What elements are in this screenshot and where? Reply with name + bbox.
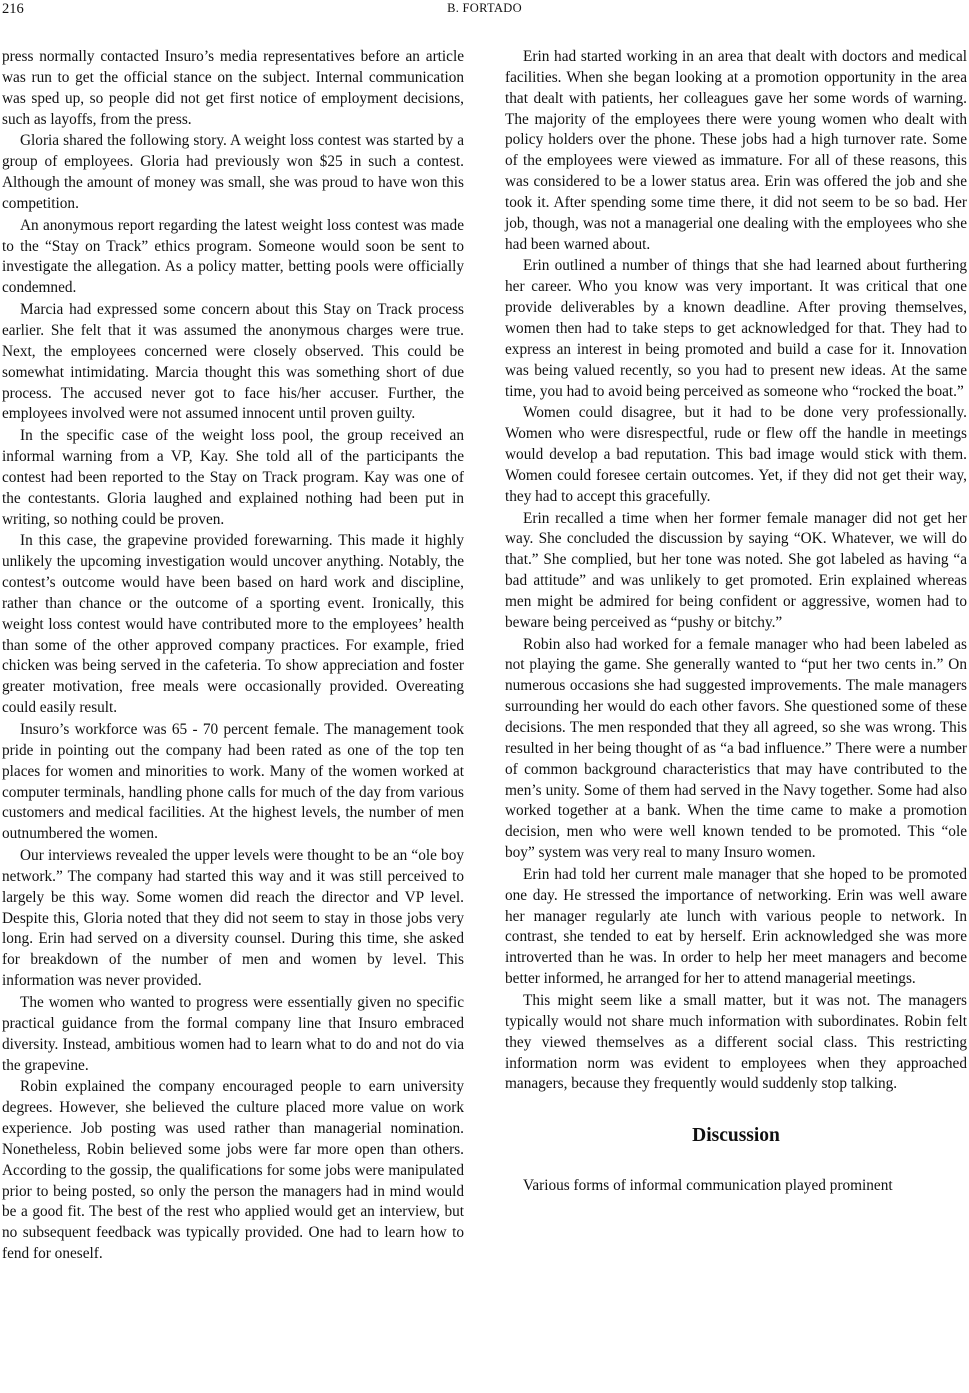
page-header: [0, 0, 969, 30]
paragraph: The women who wanted to progress were essentially given no specific practical guidance from the formal company line that Insuro embraced diversity. Instead, ambitious women had to learn what to do and not do via the grapevine.: [2, 993, 464, 1074]
paragraph: Erin recalled a time when her former female manager did not get her way. She concluded the discussion by saying “OK. Whatever, we will do that.” She complied, but her tone was noted. She got labeled as having “a bad attitude” and was unlikely to get promoted. Erin explained whereas men might be admired for being confident or aggressive, women had to beware being perceived as “pushy or bitchy.”: [505, 509, 967, 631]
paragraph: An anonymous report regarding the latest weight loss contest was made to the “Stay on Track” ethics program. Someone would soon be sent to investigate the allegation. As a policy matter, betting pools were officially condemned.: [2, 216, 464, 297]
paragraph: Erin had told her current male manager that she hoped to be promoted one day. He stressed the importance of networking. Erin was well aware her manager regularly ate lunch with various people to network. In contrast, she tended to eat by herself. Erin acknowledged she was more introverted than he was. In order to help her meet managers and become better informed, he arranged for her to attend managerial meetings.: [505, 865, 967, 988]
left-column: [2, 47, 464, 1265]
paragraph: Marcia had expressed some concern about this Stay on Track process earlier. She felt that it was assumed the anonymous charges were true. Next, the employees concerned were closely observed. This could be somewhat intimidating. Marcia thought this was something short of due process. The accused never got to face his/her accuser. Further, the employees involved were not assumed innocent until proven guilty.: [2, 301, 464, 423]
paragraph: Various forms of informal communication played prominent: [523, 1177, 893, 1195]
paragraph: Our interviews revealed the upper levels were thought to be an “ole boy network.” The company had started this way and it was still perceived to largely be this way. Some women did reach the director and VP level. Despite this, Gloria noted that they did not seem to stay in those jobs very long. Erin had served on a diversity counsel. During this time, she asked for breakdown of the number of men and women by level. This information was never provided.: [2, 847, 464, 990]
paragraph: Robin also had worked for a female manager who had been labeled as not playing the game. She generally wanted to “put her two cents in.” On numerous occasions she had suggested improvements. The male managers surrounding her would do each other favors. She questioned some of these decisions. The men responded that they all agreed, so she was wrong. This resulted in her being thought of as “a bad influence.” There were a number of common background characteristics that may have contributed to the men’s unity. Some of them had served in the Navy together. Some had also worked together at a bank. When the time came to make a promotion decision, men who were well known tended to be promoted. This “ole boy” system was very real to many Insuro women.: [505, 635, 967, 862]
paragraph: Robin explained the company encouraged people to earn university degrees. However, she believed the culture placed more value on work experience. Job posting was used rather than managerial nomination. Nonetheless, Robin believed some jobs were far more open than others. According to the gossip, the qualifications for some jobs were manipulated prior to being posted, so only the person the managers had in mind would be a good fit. The best of the rest who applied would get an interview, but no subsequent feedback was typically provided. One had to learn how to fend for oneself.: [2, 1078, 464, 1263]
section-heading-discussion: Discussion: [692, 1125, 780, 1147]
paragraph: In the specific case of the weight loss pool, the group received an informal warning from a VP, Kay. She told all of the participants the contest had been reported to the Stay on Track program. Kay was one of the contestants. Gloria laughed and explained nothing had been put in writing, so nothing could be proven.: [2, 427, 464, 528]
right-column: [505, 47, 967, 1197]
paragraph: Erin had started working in an area that dealt with doctors and medical facilities. When she began looking at a promotion opportunity in the area that dealt with patients, her colleagues gave her some words of warning. The majority of the employees there were young women who dealt with policy holders over the phone. These jobs had a high turnover rate. Some of the employees were viewed as immature. For all of these reasons, this was considered to be a lower status area. Erin was offered the job and she took it. After spending some time there, it did not seem to be so bad. Her job, though, was not a managerial one dealing with the employees who she had been warned about.: [505, 48, 967, 253]
paragraph: Gloria shared the following story. A weight loss contest was started by a group of employees. Gloria had previously won $25 in such a contest. Although the amount of money was small, she was proud to have won this competition.: [2, 132, 464, 212]
page-number: 216: [2, 1, 24, 17]
paragraph: In this case, the grapevine provided forewarning. This made it highly unlikely the upcoming investigation would uncover anything. Notably, the contest’s outcome would have been based on hard work and discipline, rather than chance or the outcome of a sporting event. Ironically, this weight loss contest would have contributed more to the employees’ health than some of the other approved company practices. For example, fried chicken was being served in the cafeteria. To show appreciation and foster greater motivation, free meals were occasionally provided. Overeating could easily result.: [2, 532, 464, 717]
running-head: B. FORTADO: [447, 1, 522, 15]
paragraph: press normally contacted Insuro’s media representatives before an article was run to get the official stance on the subject. Internal communication was sped up, so people did not get first notice of employment decisions, such as layoffs, from the press.: [2, 48, 464, 128]
paragraph: Insuro’s workforce was 65 - 70 percent female. The management took pride in pointing out the company had been rated as one of the top ten places for women and minorities to work. Many of the women worked at computer terminals, handling phone calls for much of the day from various customers and medical facilities. At the highest levels, the number of men outnumbered the women.: [2, 721, 464, 843]
paragraph: Women could disagree, but it had to be done very professionally. Women who were disrespectful, rude or flew off the handle in meetings would develop a bad reputation. This bad image would stick with them. Women could foresee certain outcomes. Yet, if they did not get their way, they had to accept this gracefully.: [505, 404, 967, 505]
paragraph: This might seem like a small matter, but it was not. The managers typically would not share much information with subordinates. Robin felt they viewed themselves as a different social class. This restricting information norm was evident to employees when they approached managers, because they frequently would suddenly stop talking.: [505, 991, 967, 1093]
paragraph: Erin outlined a number of things that she had learned about furthering her career. Who you know was very important. It was critical that one provide deliverables by a known deadline. After proving themselves, women then had to take steps to get acknowledged for that. They had to express an interest in being promoted and build a case for it. Innovation was being valued recently, so you had to present new ideas. At the same time, you had to avoid being perceived as someone who “rocked the boat.”: [505, 257, 967, 400]
